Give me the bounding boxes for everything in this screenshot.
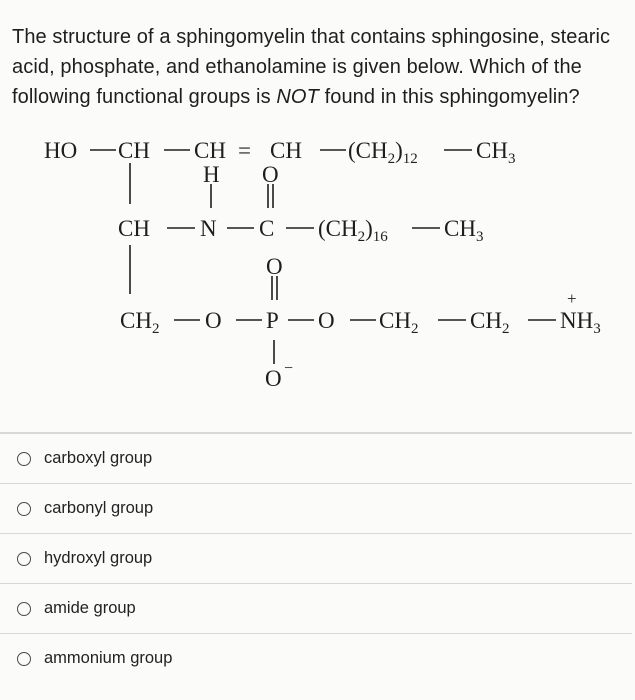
atom-n: N xyxy=(200,216,217,241)
subscript-2: 2 xyxy=(387,151,396,167)
atoms xyxy=(44,138,601,391)
subscript-16: 16 xyxy=(372,229,388,245)
atom-p: P xyxy=(266,308,279,333)
radio-icon[interactable] xyxy=(17,652,31,666)
question-text-start: The structure of a sphingomyelin that contains sphingosine, stearic acid, phosphate, and ethanolamine is given below. Which of the following functional groups is xyxy=(12,26,611,108)
subscript-2c: 2 xyxy=(501,321,510,337)
subscript-2-row3: 2 xyxy=(357,229,366,245)
subscript-3: 3 xyxy=(507,151,516,167)
atom-o-phosphoryl: O xyxy=(266,254,283,279)
sphingomyelin-structure xyxy=(0,122,635,407)
group-ch2-16-text: (CH xyxy=(318,216,358,241)
radio-icon[interactable] xyxy=(17,502,31,516)
subscript-12: 12 xyxy=(402,151,418,167)
option-hydroxyl[interactable] xyxy=(0,533,632,583)
radio-icon[interactable] xyxy=(17,452,31,466)
subscript-2b: 2 xyxy=(410,321,419,337)
group-ch2-16 xyxy=(318,216,388,245)
subscript-3-nh3: 3 xyxy=(593,321,601,337)
double-bond-symbol: = xyxy=(238,138,251,163)
question-emphasis: NOT xyxy=(276,86,319,108)
radio-icon[interactable] xyxy=(17,602,31,616)
group-close: ) xyxy=(395,138,403,163)
option-label: carboxyl group xyxy=(44,449,153,467)
group-ch3 xyxy=(476,138,515,167)
group-ch3-row3 xyxy=(444,216,483,245)
charge-minus: − xyxy=(284,360,294,377)
group-ch3-row3-text: CH xyxy=(444,216,476,241)
option-label: carbonyl group xyxy=(44,499,154,517)
group-nh3-text: NH xyxy=(560,308,594,333)
atom-o-ester-2: O xyxy=(318,308,335,333)
atom-ch-3: CH xyxy=(270,138,302,163)
atom-c: C xyxy=(259,216,275,241)
group-ch2-a xyxy=(120,308,159,337)
option-amide[interactable] xyxy=(0,583,632,633)
answer-options xyxy=(0,432,635,683)
option-label: ammonium group xyxy=(44,649,173,667)
question-text xyxy=(12,22,624,112)
atom-ch-1: CH xyxy=(118,138,150,163)
option-carboxyl[interactable] xyxy=(0,432,632,483)
option-carbonyl[interactable] xyxy=(0,483,632,533)
group-ch2-c xyxy=(470,308,509,337)
option-label: hydroxyl group xyxy=(44,549,153,567)
group-nh3 xyxy=(560,308,601,337)
group-ch3-text: CH xyxy=(476,138,508,163)
atom-ho: HO xyxy=(44,138,78,163)
option-label: amide group xyxy=(44,599,136,617)
question-text-end: found in this sphingomyelin? xyxy=(318,86,580,108)
subscript-2a: 2 xyxy=(151,321,160,337)
group-ch2-b xyxy=(379,308,418,337)
option-ammonium[interactable] xyxy=(0,633,632,683)
group-ch2-c-text: CH xyxy=(470,308,502,333)
radio-icon[interactable] xyxy=(17,552,31,566)
atom-ch-2: CH xyxy=(194,138,226,163)
group-ch2-text: (CH xyxy=(348,138,388,163)
subscript-3-row3: 3 xyxy=(475,229,484,245)
atom-o-ester-1: O xyxy=(205,308,222,333)
group-ch2-a-text: CH xyxy=(120,308,152,333)
group-close-row3: ) xyxy=(365,216,373,241)
charge-plus: + xyxy=(567,289,577,308)
atom-o-minus: O xyxy=(265,366,282,391)
atom-o-carbonyl: O xyxy=(262,162,279,187)
atom-h: H xyxy=(203,162,220,187)
group-ch2-b-text: CH xyxy=(379,308,411,333)
atom-ch-row3: CH xyxy=(118,216,150,241)
group-ch2-open xyxy=(348,138,418,167)
